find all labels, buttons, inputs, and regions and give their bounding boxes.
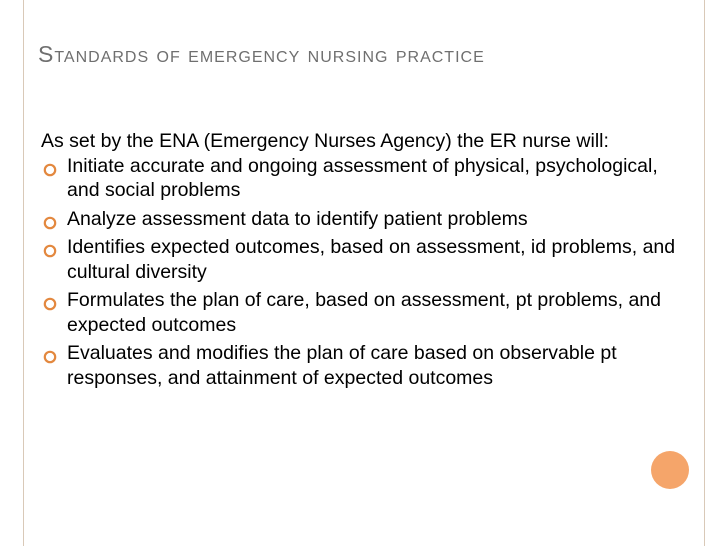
circle-bullet-icon (43, 159, 57, 173)
circle-bullet-icon (43, 346, 57, 360)
right-border-line (704, 0, 705, 546)
slide-title: Standards of emergency nursing practice (38, 41, 485, 67)
bullet-text: Identifies expected outcomes, based on assessment, id problems, and cultural diversity (67, 236, 676, 283)
circle-bullet-icon (43, 240, 57, 254)
intro-text: As set by the ENA (Emergency Nurses Agency) the ER nurse will: (41, 130, 609, 152)
bullet-text: Initiate accurate and ongoing assessment of physical, psychological, and social problems (67, 154, 658, 201)
circle-bullet-icon (43, 293, 57, 307)
bullet-text: Evaluates and modifies the plan of care based on observable pt responses, and attainment of expected outcomes (67, 342, 617, 389)
bullet-item (41, 288, 681, 337)
bullet-item (41, 235, 681, 284)
circle-bullet-icon (43, 212, 57, 226)
bullet-text: Formulates the plan of care, based on assessment, pt problems, and expected outcomes (67, 289, 661, 336)
left-border-line (23, 0, 24, 546)
bullet-text: Analyze assessment data to identify patient problems (67, 207, 528, 230)
bullet-item (41, 207, 681, 232)
bullet-item (41, 341, 681, 390)
bullet-list (41, 154, 681, 391)
slide-body (41, 129, 681, 394)
bullet-item (41, 154, 681, 203)
decorative-orange-circle (651, 451, 689, 489)
